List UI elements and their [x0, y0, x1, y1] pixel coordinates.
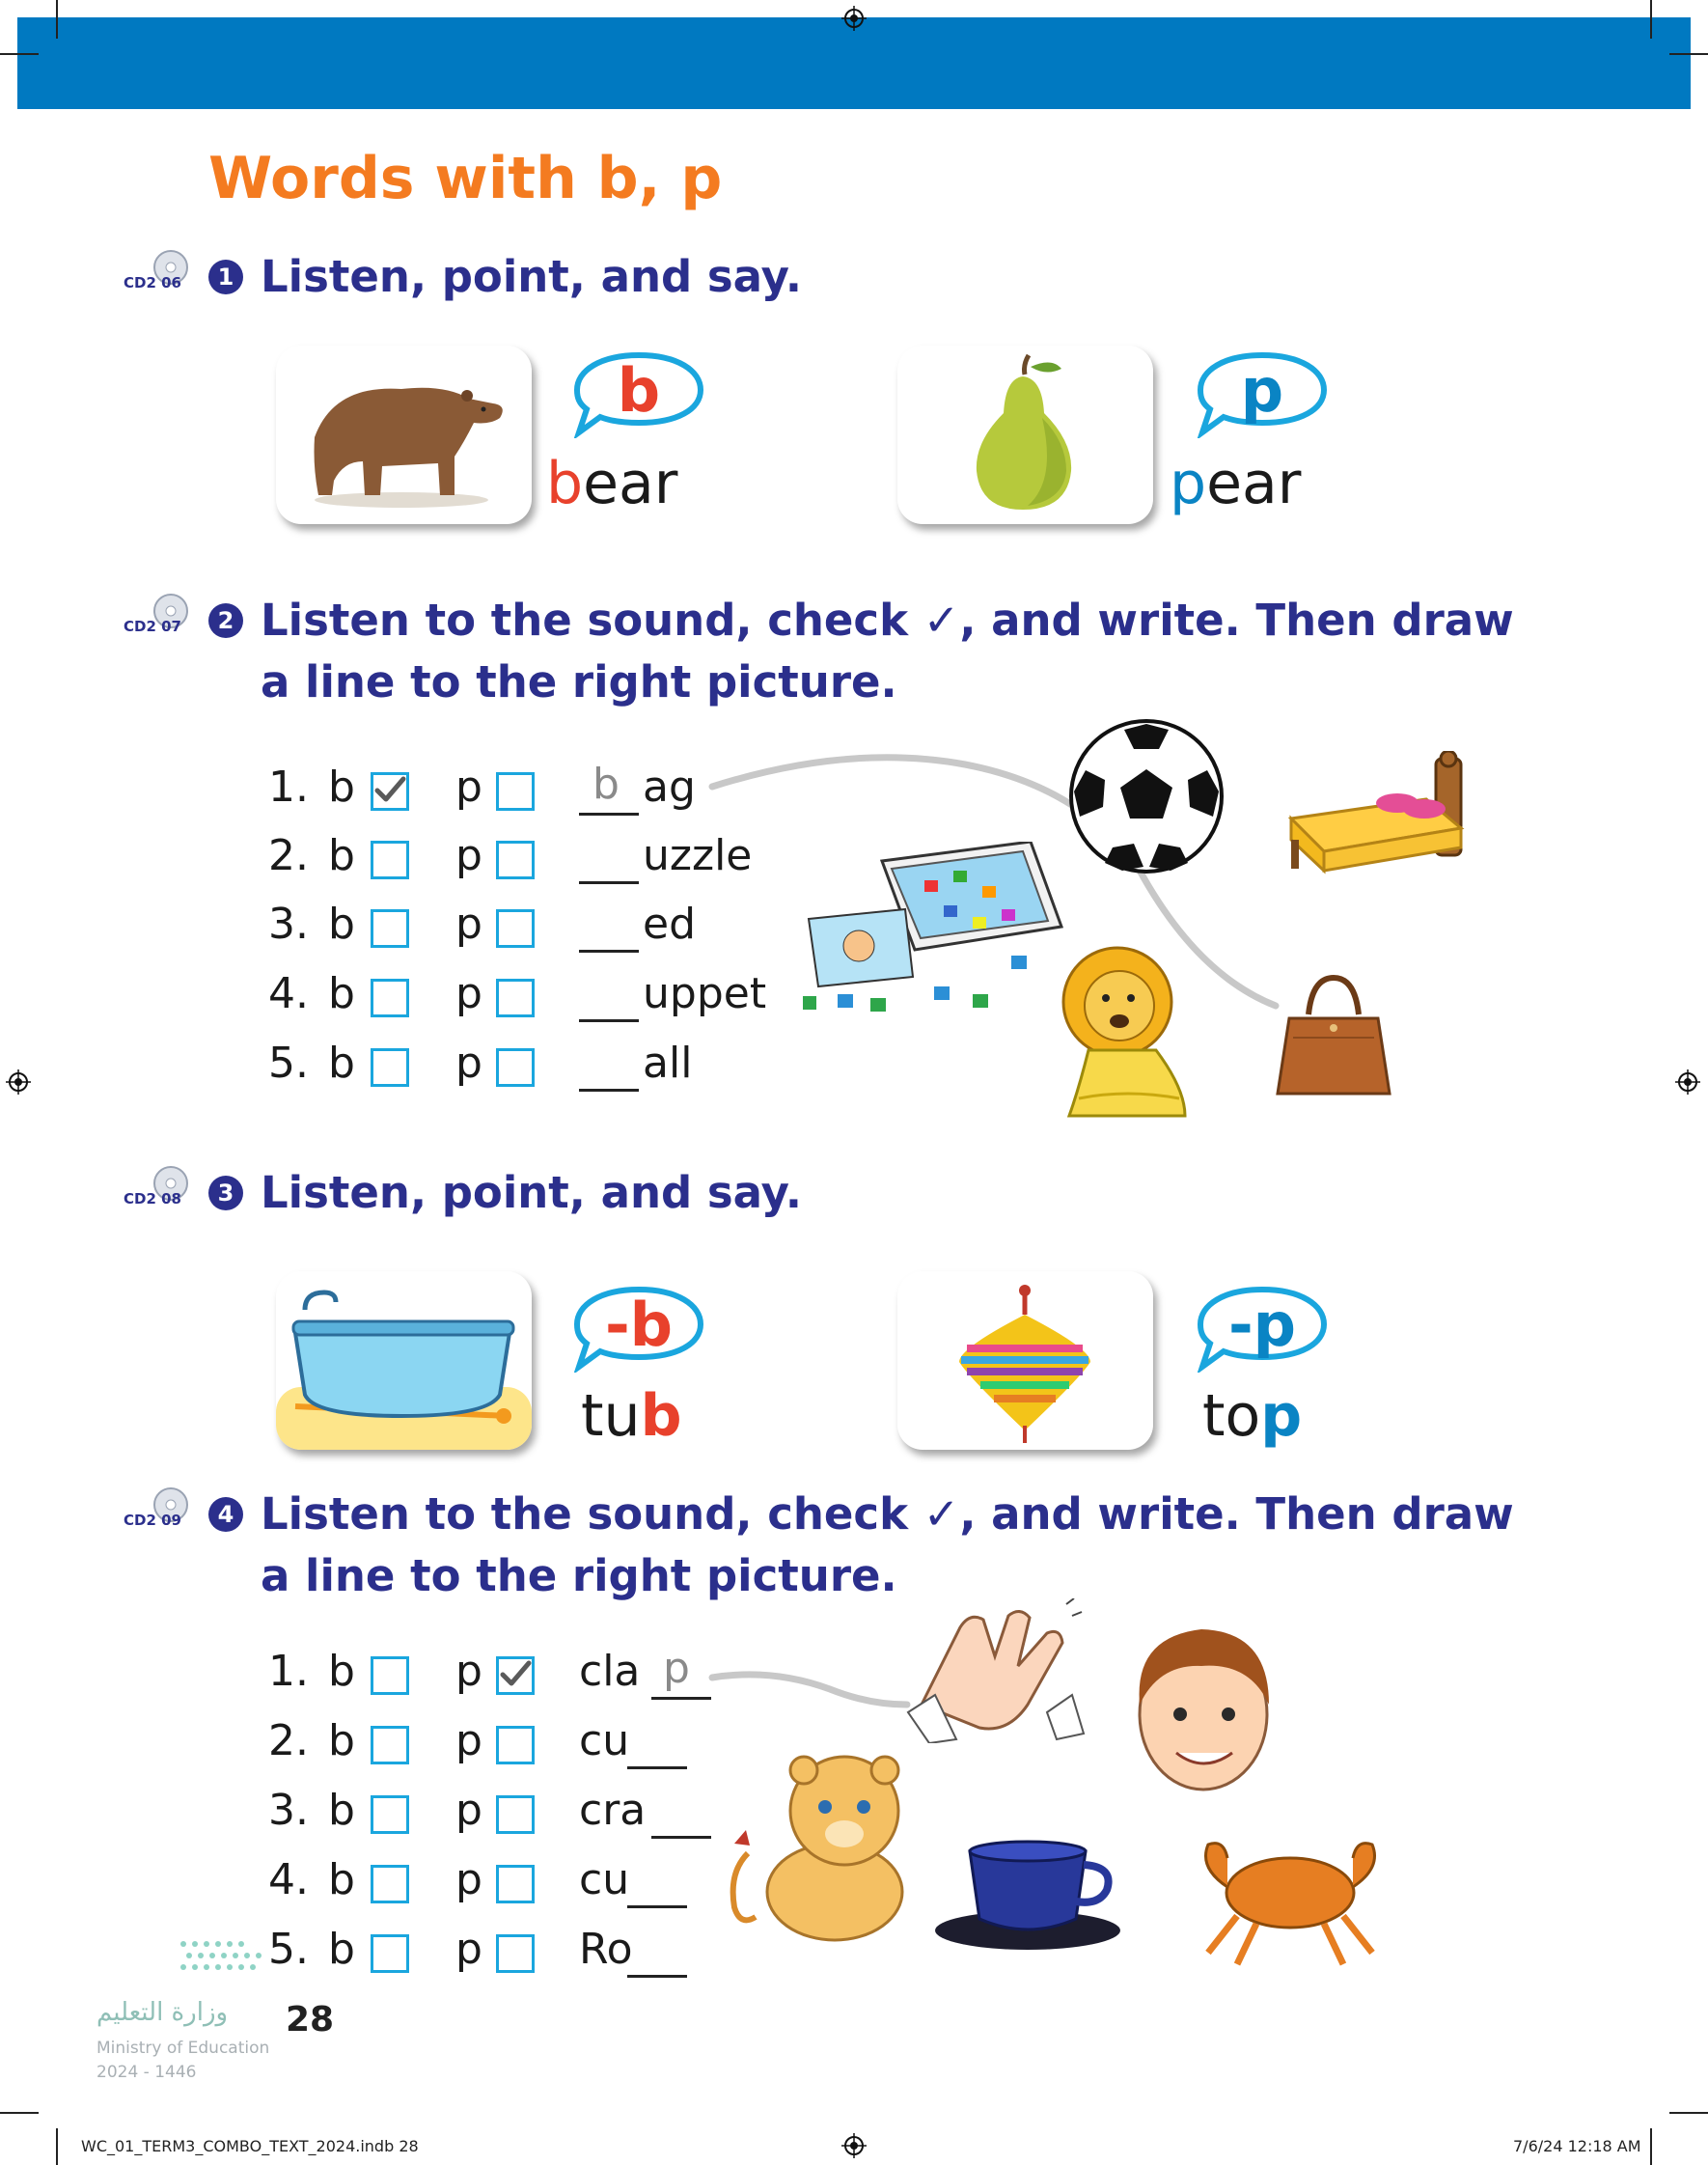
ministry-year: 2024 - 1446: [96, 2063, 197, 2082]
option-b-label: b: [328, 1855, 355, 1904]
instruction-1: Listen, point, and say.: [261, 251, 802, 302]
word-start: cra: [579, 1786, 647, 1835]
checkbox-b[interactable]: [371, 841, 409, 879]
checkbox-b[interactable]: [371, 1656, 409, 1695]
row-number: 5.: [268, 1039, 309, 1088]
lion-cub-icon[interactable]: [729, 1737, 917, 1945]
header-band: [17, 17, 1691, 109]
word-initial-letter: b: [546, 450, 584, 517]
option-b-label: b: [328, 1647, 355, 1696]
written-answer: b: [592, 760, 620, 809]
bubble-p: [1195, 349, 1330, 438]
answer-blank[interactable]: [651, 1644, 711, 1700]
checkbox-b[interactable]: [371, 909, 409, 948]
word-stem: to: [1202, 1382, 1261, 1450]
answer-blank[interactable]: [627, 1925, 687, 1978]
bubble-b: [571, 349, 706, 438]
bathtub-icon: [276, 1271, 532, 1450]
cd-track-1: [124, 249, 191, 291]
word-ending: ed: [643, 900, 696, 949]
word-rest: ear: [1206, 450, 1302, 517]
checkbox-b[interactable]: [371, 1865, 409, 1903]
cup-icon[interactable]: [931, 1834, 1124, 1955]
pear-card: [897, 346, 1153, 524]
word-start: cla: [579, 1647, 641, 1696]
option-p-label: p: [455, 1647, 482, 1696]
clapping-hands-icon[interactable]: [902, 1598, 1086, 1743]
pear-icon: [897, 346, 1153, 524]
crop-mark: [56, 0, 58, 39]
row-number: 4.: [268, 969, 309, 1018]
bubble-letter: p: [1240, 354, 1284, 426]
crab-icon[interactable]: [1189, 1829, 1391, 1969]
exercise-number: 1: [208, 260, 243, 294]
option-p-label: p: [455, 763, 482, 812]
checkmark-icon: [373, 773, 406, 806]
bubble-letter: -b: [604, 1289, 674, 1360]
exercise-number: 3: [208, 1176, 243, 1210]
option-p-label: p: [455, 831, 482, 880]
instruction-2-line1: Listen to the sound, check ✓, and write. Then draw: [261, 595, 1514, 646]
word-pear: [1170, 450, 1301, 517]
page-number: 28: [286, 2000, 335, 2040]
checkbox-b[interactable]: [371, 979, 409, 1017]
crop-mark: [56, 2128, 58, 2165]
crop-mark: [0, 53, 39, 55]
instruction-4-line2: a line to the right picture.: [261, 1550, 897, 1601]
word-start: Ro: [579, 1925, 633, 1974]
cd-track-2: [124, 593, 191, 635]
option-p-label: p: [455, 1716, 482, 1765]
answer-blank[interactable]: [579, 1039, 639, 1092]
bear-card: [276, 346, 532, 524]
checkbox-p[interactable]: [496, 1934, 535, 1973]
word-initial-letter: p: [1170, 450, 1207, 517]
option-p-label: p: [455, 1786, 482, 1835]
row-number: 1.: [268, 763, 309, 812]
cd-label: CD2 06: [124, 274, 181, 291]
written-answer: p: [663, 1644, 690, 1693]
answer-blank[interactable]: [579, 760, 639, 816]
word-top: [1202, 1382, 1302, 1450]
instruction-2-line2: a line to the right picture.: [261, 656, 897, 708]
answer-blank[interactable]: [579, 831, 639, 884]
bubble-letter: -p: [1227, 1289, 1297, 1360]
option-b-label: b: [328, 831, 355, 880]
checkbox-b[interactable]: [371, 1934, 409, 1973]
bubble-letter: b: [617, 354, 661, 426]
crop-mark: [1650, 0, 1652, 39]
lion-puppet-icon[interactable]: [1050, 944, 1204, 1127]
word-ending: uzzle: [643, 831, 753, 880]
print-date: 7/6/24 12:18 AM: [1513, 2137, 1641, 2155]
word-final-letter: b: [640, 1382, 682, 1450]
cd-label: CD2 07: [124, 618, 181, 635]
boy-face-icon[interactable]: [1124, 1618, 1281, 1796]
word-ending: all: [643, 1039, 693, 1088]
row-number: 2.: [268, 831, 309, 880]
answer-blank[interactable]: [579, 969, 639, 1022]
registration-mark-icon: [6, 1069, 31, 1095]
file-info: WC_01_TERM3_COMBO_TEXT_2024.indb 28: [81, 2137, 419, 2155]
ministry-arabic-name: وزارة التعليم: [96, 1998, 229, 2027]
puzzle-icon[interactable]: [789, 842, 1069, 1030]
word-rest: ear: [583, 450, 678, 517]
bubble-minus-b: [571, 1284, 706, 1373]
ministry-english-name: Ministry of Education: [96, 2039, 270, 2058]
word-bear: [546, 450, 677, 517]
bear-icon: [276, 346, 532, 524]
row-number: 3.: [268, 900, 309, 949]
registration-mark-icon: [841, 6, 867, 31]
checkbox-p[interactable]: [496, 1795, 535, 1834]
checkbox-p[interactable]: [496, 772, 535, 811]
option-b-label: b: [328, 1786, 355, 1835]
registration-mark-icon: [841, 2133, 867, 2158]
bed-icon[interactable]: [1272, 751, 1474, 884]
row-number: 2.: [268, 1716, 309, 1765]
option-b-label: b: [328, 1716, 355, 1765]
word-final-letter: p: [1260, 1382, 1303, 1450]
checkbox-b[interactable]: [371, 1795, 409, 1834]
checkbox-p[interactable]: [496, 909, 535, 948]
word-ending: uppet: [643, 969, 767, 1018]
row-number: 3.: [268, 1786, 309, 1835]
checkbox-b[interactable]: [371, 1726, 409, 1764]
ministry-logo-icon: [174, 1934, 309, 1981]
crop-mark: [1669, 53, 1708, 55]
option-p-label: p: [455, 900, 482, 949]
option-p-label: p: [455, 1855, 482, 1904]
checkbox-b[interactable]: [371, 1048, 409, 1087]
tub-card: [276, 1271, 532, 1450]
option-b-label: b: [328, 900, 355, 949]
option-p-label: p: [455, 1925, 482, 1974]
word-tub: [581, 1382, 682, 1450]
word-start: cu: [579, 1855, 630, 1904]
cd-label: CD2 08: [124, 1190, 181, 1207]
answer-blank[interactable]: [627, 1855, 687, 1908]
row-number: 1.: [268, 1647, 309, 1696]
exercise-number: 2: [208, 603, 243, 638]
crop-mark: [0, 2112, 39, 2114]
cd-label: CD2 09: [124, 1512, 181, 1529]
page-title: Words with b, p: [208, 145, 723, 212]
cd-track-3: [124, 1165, 191, 1207]
word-ending: ag: [643, 763, 696, 812]
option-p-label: p: [455, 1039, 482, 1088]
crop-mark: [1669, 2112, 1708, 2114]
answer-blank[interactable]: [627, 1716, 687, 1769]
instruction-4-line1: Listen to the sound, check ✓, and write. Then draw: [261, 1488, 1514, 1540]
row-number: 4.: [268, 1855, 309, 1904]
checkbox-b[interactable]: [371, 772, 409, 811]
checkmark-icon: [499, 1657, 532, 1690]
answer-blank[interactable]: [579, 900, 639, 953]
checkbox-p[interactable]: [496, 841, 535, 879]
option-b-label: b: [328, 1925, 355, 1974]
word-start: cu: [579, 1716, 630, 1765]
option-b-label: b: [328, 763, 355, 812]
checkbox-p[interactable]: [496, 1726, 535, 1764]
soccer-ball-icon[interactable]: [1066, 716, 1226, 876]
checkbox-p[interactable]: [496, 1865, 535, 1903]
cd-track-4: [124, 1486, 191, 1529]
answer-blank[interactable]: [651, 1786, 711, 1839]
spinning-top-icon: [897, 1271, 1153, 1450]
top-card: [897, 1271, 1153, 1450]
registration-mark-icon: [1675, 1069, 1700, 1095]
option-p-label: p: [455, 969, 482, 1018]
checkbox-p[interactable]: [496, 1048, 535, 1087]
word-stem: tu: [581, 1382, 641, 1450]
option-b-label: b: [328, 969, 355, 1018]
option-b-label: b: [328, 1039, 355, 1088]
bubble-minus-p: [1195, 1284, 1330, 1373]
row-number: 5.: [268, 1925, 309, 1974]
checkbox-p[interactable]: [496, 1656, 535, 1695]
instruction-3: Listen, point, and say.: [261, 1167, 802, 1218]
bag-icon[interactable]: [1274, 970, 1394, 1101]
checkbox-p[interactable]: [496, 979, 535, 1017]
crop-mark: [1650, 2128, 1652, 2165]
exercise-number: 4: [208, 1497, 243, 1532]
